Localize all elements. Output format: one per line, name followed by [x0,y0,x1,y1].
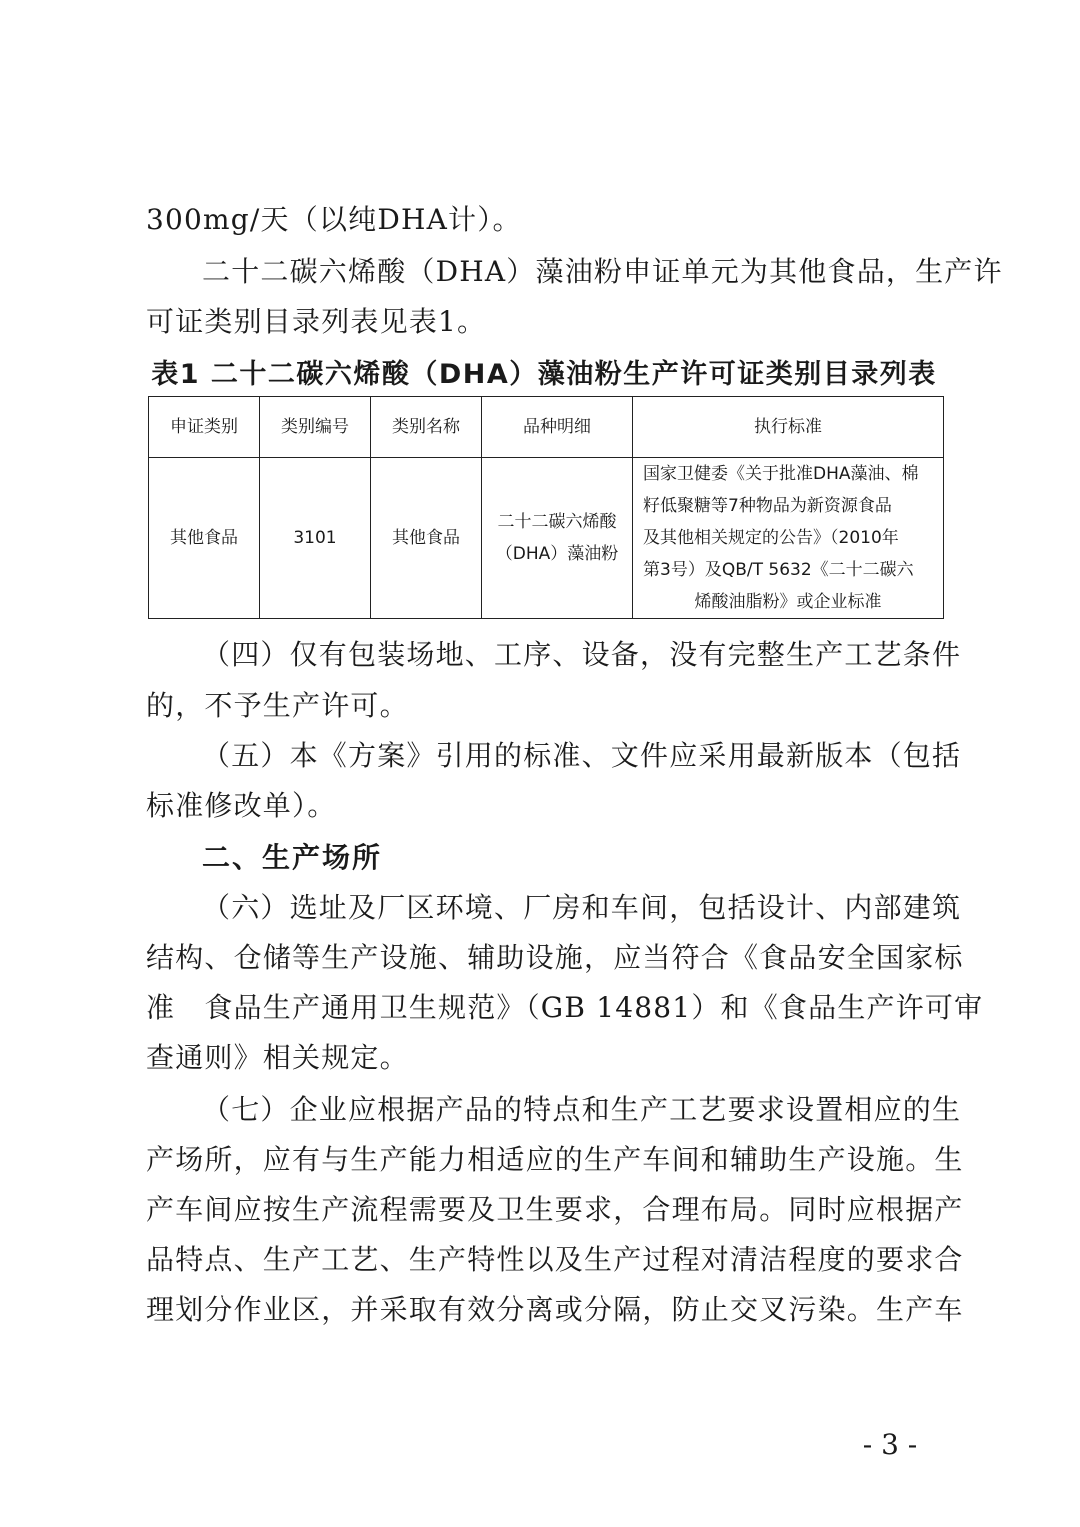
cell-category: 其他食品 [149,458,260,619]
standard-line: 烯酸油脂粉》或企业标准 [694,592,882,612]
paragraph-line: （六）选址及厂区环境、厂房和车间，包括设计、内部建筑 [202,891,962,924]
paragraph-line: 查通则》相关规定。 [146,1041,409,1074]
standard-line: 及其他相关规定的公告》（2010年 [643,528,899,548]
paragraph-line: （五）本《方案》引用的标准、文件应采用最新版本（包括 [202,739,962,772]
standard-line: 籽低聚糖等7种物品为新资源食品 [643,496,892,516]
standard-line: 国家卫健委《关于批准DHA藻油、棉 [643,464,919,484]
paragraph-line: 二十二碳六烯酸（DHA）藻油粉申证单元为其他食品，生产许 [202,255,1003,288]
table-row [149,458,944,619]
cell-variety [482,458,633,619]
variety-line: 二十二碳六烯酸 [497,512,617,532]
variety-line: （DHA）藻油粉 [495,544,619,564]
paragraph-line: 的，不予生产许可。 [146,689,409,722]
header-category: 申证类别 [149,397,260,458]
table-header-row [149,397,944,458]
table-caption: 表1 二十二碳六烯酸（DHA）藻油粉生产许可证类别目录列表 [151,359,937,390]
paragraph-line: （七）企业应根据产品的特点和生产工艺要求设置相应的生 [202,1093,962,1126]
header-variety: 品种明细 [482,397,633,458]
paragraph-line: 理划分作业区，并采取有效分离或分隔，防止交叉污染。生产车 [146,1293,964,1326]
header-name: 类别名称 [371,397,482,458]
header-code: 类别编号 [260,397,371,458]
section-heading: 二、生产场所 [202,841,383,874]
page-number: - 3 - [862,1428,918,1461]
paragraph-line: 可证类别目录列表见表1。 [146,305,487,338]
paragraph-line: 产场所，应有与生产能力相适应的生产车间和辅助生产设施。生 [146,1143,964,1176]
paragraph-line: 品特点、生产工艺、生产特性以及生产过程对清洁程度的要求合 [146,1243,964,1276]
standard-line: 第3号）及QB/T 5632《二十二碳六 [643,560,914,580]
paragraph-line: 产车间应按生产流程需要及卫生要求，合理布局。同时应根据产 [146,1193,964,1226]
header-standard: 执行标准 [633,397,944,458]
cell-code: 3101 [260,458,371,619]
paragraph-line: 标准修改单）。 [146,789,337,822]
paragraph-line: （四）仅有包装场地、工序、设备，没有完整生产工艺条件 [202,638,962,671]
cell-name: 其他食品 [371,458,482,619]
paragraph-line: 300mg/天（以纯DHA计）。 [146,203,522,236]
paragraph-line: 准 食品生产通用卫生规范》（GB 14881）和《食品生产许可审 [146,991,984,1024]
cell-standard [633,458,944,619]
paragraph-line: 结构、仓储等生产设施、辅助设施，应当符合《食品安全国家标 [146,941,964,974]
license-category-table [148,396,944,619]
